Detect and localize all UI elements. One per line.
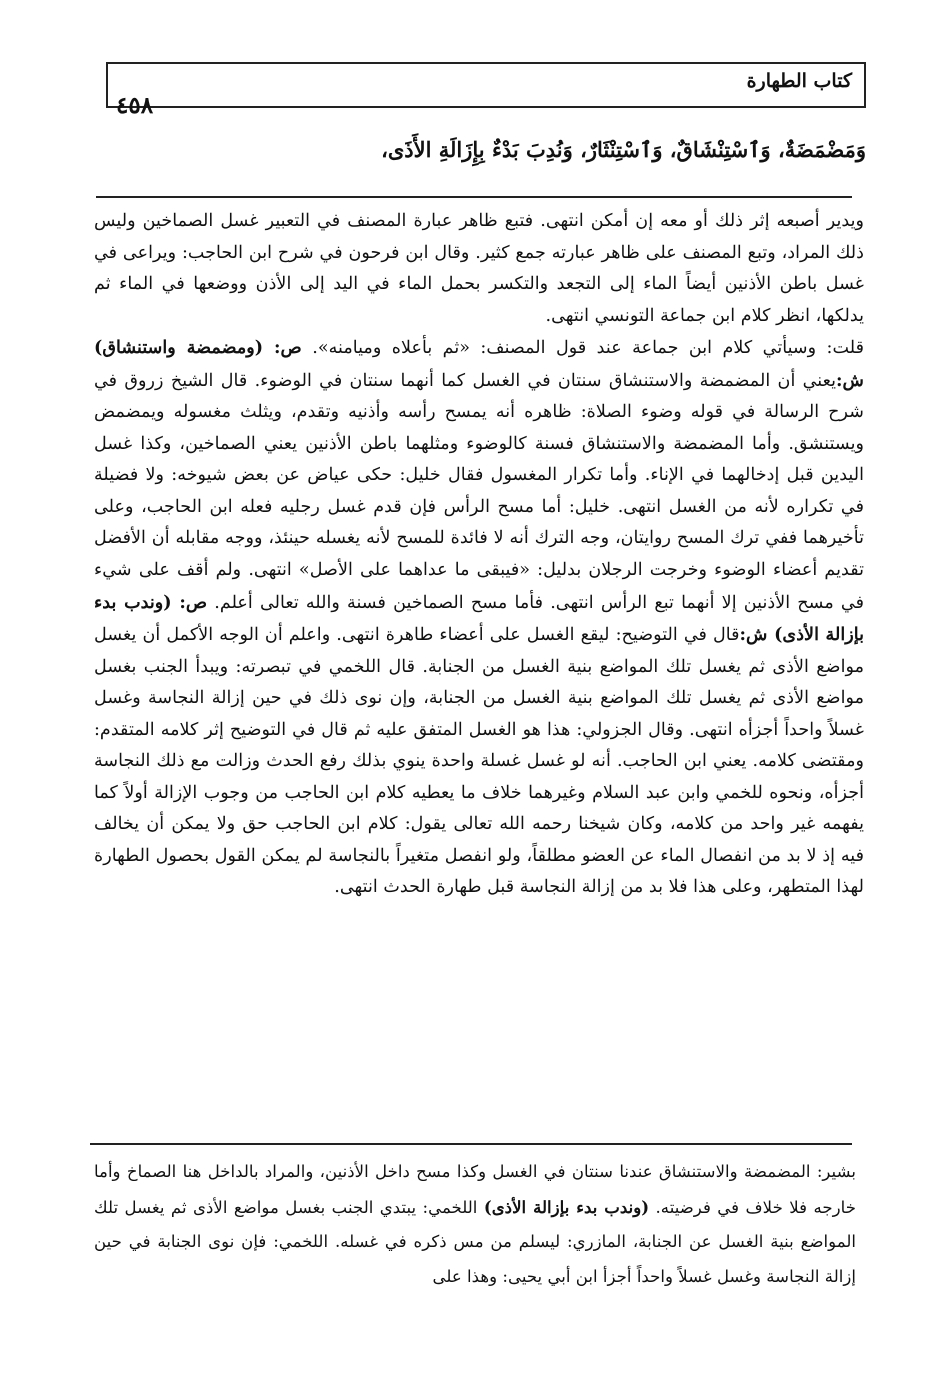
commentary-block	[94, 206, 864, 904]
commentary-paragraph-1: ويدير أصبعه إثر ذلك أو معه إن أمكن انتهى. فتبع ظاهر عبارة المصنف في التعبير غسل الصماخين وليس ذلك المراد، وتبع المصنف على ظاهر عبارته جمع كثير. وقال ابن فرحون في شرح ابن الحاجب: ويراعى في غسل باطن الأذنين أيضاً الماء إلى التجعد والتكسر بحمل الماء في اليد إلى الأذن ووضعها في الماء ثم يدلكها، انظر كلام ابن جماعة التونسي انتهى.	[94, 211, 864, 326]
matn-quote: ص: (ومضمضة واستنشاق) ش:	[94, 337, 864, 391]
commentary-text: قلت: وسيأتي كلام ابن جماعة عند قول المصنف: «ثم بأعلاه وميامنه».	[301, 338, 864, 359]
matn-text: وَمَضْمَضَةٌ، وَٱسْتِنْشَاقٌ، وَٱسْتِنْثَارٌ، وَنُدِبَ بَدْءٌ بِإِزَالَةِ الأَذَى،	[381, 137, 866, 162]
footnote-quote: (وندب بدء بإزالة الأذى)	[483, 1196, 650, 1217]
header-title: كتاب الطهارة	[746, 70, 852, 92]
running-header	[106, 62, 866, 108]
commentary-text: قال في التوضيح: ليقع الغسل على أعضاء طاهرة انتهى. واعلم أن الوجه الأكمل أن يغسل مواضع الأذى ثم يغسل تلك المواضع بنية الغسل من الجنابة. قال اللخمي في تبصرته: ويبدأ الجنب بغسل مواضع الأذى ثم يغسل تلك المواضع بنية الغسل من الجنابة، وإن نوى ذلك في حين إزالة النجاسة وغسل غسلاً واحداً أجزأه انتهى. وقال الجزولي: هذا هو الغسل المتفق عليه ثم قال في التوضيح إثر كلامه المتقدم: ومقتضى كلامه. يعني ابن الحاجب. أنه لو غسل غسلة واحدة ينوي بذلك رفع الحدث وزالت مع ذلك النجاسة أجزأه، ونحوه للخمي وابن عبد السلام وغيرهما خلاف ما يعطيه كلام ابن الحاجب من وجوب الإزالة أولاً كما يفهمه غير واحد من كلامه، وكان شيخنا رحمه الله تعالى يقول: كلام ابن الحاجب حق ولا يمكن أن يخالف فيه إذ لا بد من انفصال الماء عن العضو مطلقاً، ولو انفصل متغيراً بالنجاسة لم يمكن القول بحصول الطهارة لهذا المتطهر، وعلى هذا فلا بد من إزالة النجاسة قبل طهارة الحدث انتهى.	[94, 625, 864, 898]
divider-top	[96, 196, 852, 198]
footnote-text: بشير: المضمضة والاستنشاق عندنا سنتان في الغسل وكذا مسح داخل الأذنين، والمراد بالداخل هنا الصماخ وأما خارجه فلا خلاف في فرضيته.	[94, 1162, 856, 1217]
commentary-paragraph-2	[94, 332, 864, 904]
footnote-block	[94, 1155, 856, 1294]
footnote-paragraph	[94, 1155, 856, 1294]
footnote-text: اللخمي: يبتدي الجنب بغسل مواضع الأذى ثم يغسل تلك المواضع بنية الغسل عن الجنابة، المازري: ليسلم من مس ذكره في غسله. اللخمي: فإن نوى الجنابة في حين إزالة النجاسة وغسل غسلاً واحداً أجزأ ابن أبي يحيى: وهذا على	[94, 1197, 856, 1286]
commentary-text: يعني أن المضمضة والاستنشاق سنتان في الغسل كما أنهما سنتان في الوضوء. قال الشيخ زروق في شرح الرسالة في قوله وضوء الصلاة: ظاهره أنه يمسح رأسه وأذنيه وتقدم، ويثلث مغسوله ويمضمض ويستنشق. وأما المضمضة والاستنشاق فسنة كالوضوء ومثلهما باطن الأذنين يعني الصماخين، وكذا غسل اليدين قبل إدخالهما في الإناء. وأما تكرار المغسول فقال خليل: حكى عياض عن بعض شيوخه: ولا فضيلة في تكراره لأنه من الغسل انتهى. خليل: أما مسح الرأس فإن قدم غسل رجليه فعله ابن الحاجب، وعلى تأخيرهما ففي ترك المسح روايتان، وجه الترك أنه لا فائدة للمسح لأنه يغسله حينئذ، ووجه مقابله أن الأفضل تقديم أعضاء الوضوء وخرجت الرجلان بدليل: «فيبقى ما عداهما على الأصل» انتهى. ولم أقف على شيء في مسح الأذنين إلا أنهما تبع الرأس انتهى. فأما مسح الصماخين فسنة والله تعالى أعلم.	[94, 370, 864, 613]
page-number: ٤٥٨	[116, 92, 154, 119]
divider-footnote	[90, 1143, 852, 1145]
matn-quote: ص: (وندب بدء بإزالة الأذى) ش:	[94, 591, 864, 646]
